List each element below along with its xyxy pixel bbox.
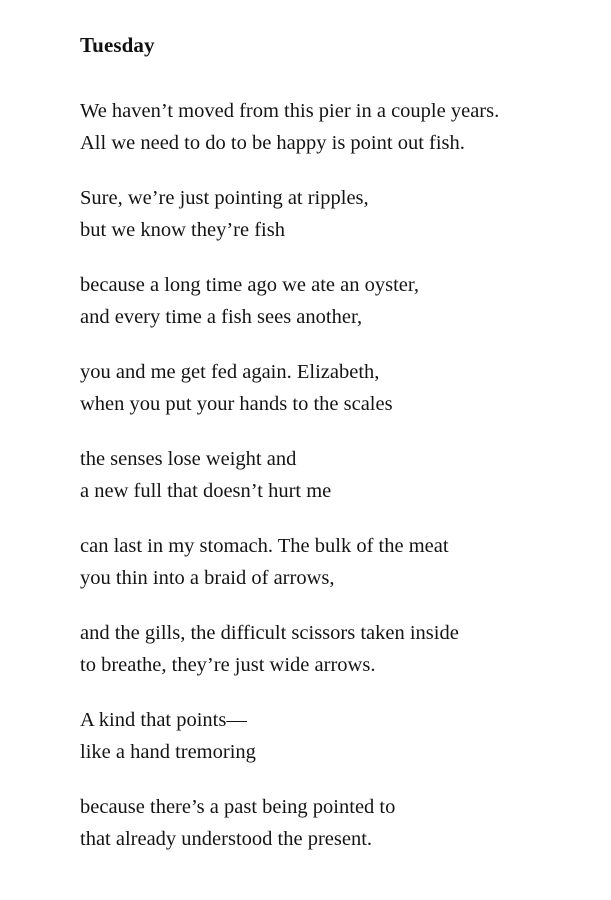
poem-line: you and me get fed again. Elizabeth, <box>80 361 380 383</box>
poem-line: A kind that points— <box>80 709 247 731</box>
poem-line: to breathe, they’re just wide arrows. <box>80 653 376 676</box>
poem-line: and every time a fish sees another, <box>80 305 363 328</box>
poem-line: because a long time ago we ate an oyster, <box>80 274 420 296</box>
stanza <box>80 96 580 159</box>
poem-line: but we know they’re fish <box>80 218 285 241</box>
poem-line: because there’s a past being pointed to <box>80 796 396 818</box>
poem-line: All we need to do to be happy is point out fish. <box>80 131 465 154</box>
stanza <box>80 618 580 681</box>
poem-line: a new full that doesn’t hurt me <box>80 479 332 502</box>
poem-line: like a hand tremoring <box>80 740 256 763</box>
poem-line: can last in my stomach. The bulk of the meat <box>80 535 449 557</box>
poem-line: Sure, we’re just pointing at ripples, <box>80 187 369 209</box>
stanza <box>80 531 580 594</box>
stanza <box>80 705 580 768</box>
poem-line: you thin into a braid of arrows, <box>80 566 335 589</box>
stanza <box>80 357 580 420</box>
poem-line: that already understood the present. <box>80 827 373 850</box>
stanza <box>80 183 580 246</box>
poem-line: We haven’t moved from this pier in a couple years. <box>80 100 500 122</box>
stanza <box>80 270 580 333</box>
poem-line: the senses lose weight and <box>80 448 297 470</box>
poem-body <box>80 32 580 855</box>
stanza <box>80 792 580 855</box>
page-title: Tuesday <box>80 33 155 57</box>
poem-line: when you put your hands to the scales <box>80 392 393 415</box>
stanza <box>80 444 580 507</box>
poem-line: and the gills, the difficult scissors taken inside <box>80 622 459 644</box>
